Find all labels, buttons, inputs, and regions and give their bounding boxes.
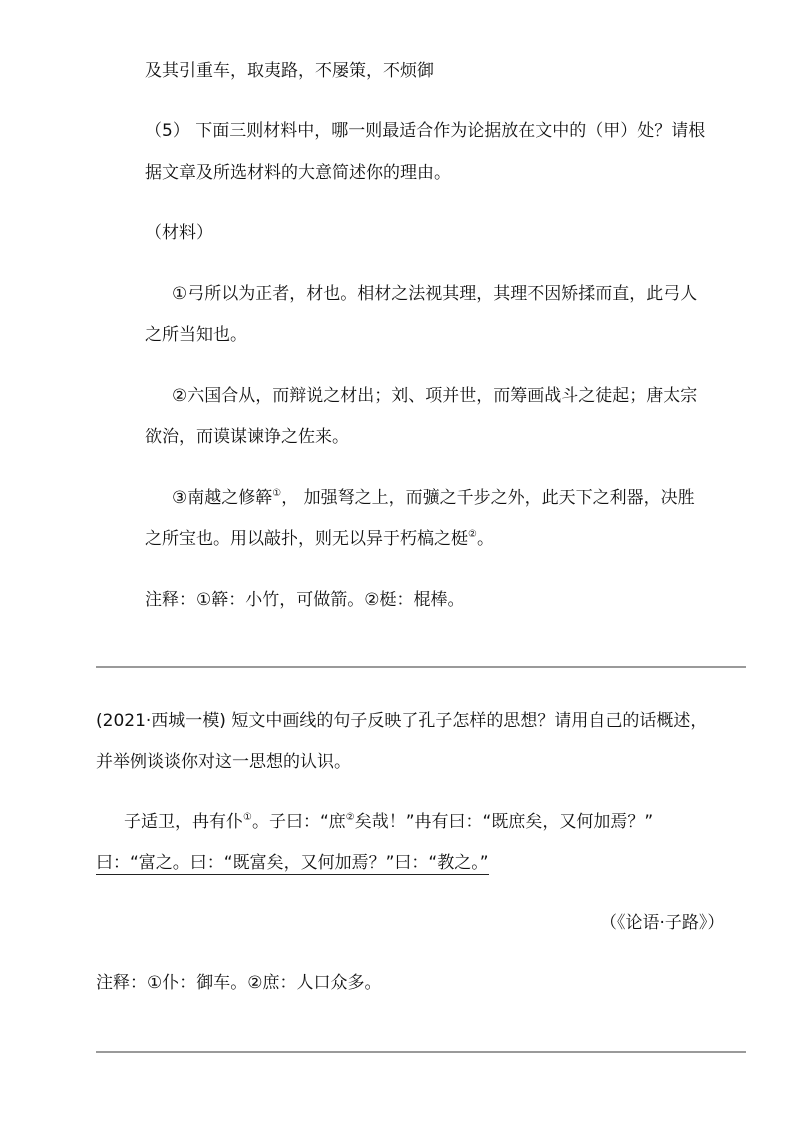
material-1-line-2: 之所当知也。 <box>145 325 247 345</box>
material-2-line-2: 欲治，而谟谋谏诤之佐来。 <box>145 427 349 447</box>
question-line-1: (2021·西城一模) 短文中画线的句子反映了孔子怎样的思想？请用自己的话概述， <box>96 711 708 731</box>
materials-label: （材料） <box>145 223 213 243</box>
underlined-sentence: 曰：“富之。曰：“既富矣，又何加焉？”曰：“教之。” <box>96 853 489 873</box>
material-3-text: ③南越之修簳 <box>172 488 273 508</box>
passage-fragment: 及其引重车，取夷路，不屡策，不烦御 <box>145 61 434 81</box>
material-3-line-2 <box>145 528 494 550</box>
section-divider <box>96 666 746 668</box>
question-5-line-2: 据文章及所选材料的大意简述你的理由。 <box>145 163 451 183</box>
question-5-line-1: （5） 下面三则材料中，哪一则最适合作为论据放在文中的（甲）处？请根 <box>145 121 706 141</box>
section-divider <box>96 1051 746 1053</box>
material-3-text: 。 <box>476 529 494 549</box>
footnote-marker: ② <box>345 812 355 823</box>
material-1-line-1: ①弓所以为正者，材也。相材之法视其理，其理不因矫揉而直，此弓人 <box>172 284 698 304</box>
footnote-marker: ② <box>468 529 477 540</box>
passage-text: 。子曰：“庶 <box>251 812 346 832</box>
material-3-line-1 <box>172 487 695 509</box>
footnote-marker: ① <box>272 488 282 499</box>
question-line-2: 并举例谈谈你对这一思想的认识。 <box>96 752 351 772</box>
source-citation: （《论语·子路》） <box>600 913 725 933</box>
passage-text: 子适卫，冉有仆 <box>124 812 243 832</box>
annotation-note: 注释：①仆：御车。②庶：人口众多。 <box>96 973 382 993</box>
passage-line-2 <box>96 852 489 874</box>
footnote-marker: ① <box>243 812 252 823</box>
passage-text: 矣哉！”冉有曰：“既庶矣，又何加焉？” <box>354 812 654 832</box>
material-2-line-1: ②六国合从，而辩说之材出；刘、项并世，而筹画战斗之徒起；唐太宗 <box>172 386 698 406</box>
passage-line-1 <box>124 811 653 833</box>
material-3-text: 之所宝也。用以敲扑，则无以异于朽槁之梃 <box>145 529 468 549</box>
material-3-text: ， 加强弩之上，而彍之千步之外，此天下之利器，决胜 <box>281 488 695 508</box>
annotation-note: 注释：①簳：小竹，可做箭。②梃：棍棒。 <box>145 590 465 610</box>
